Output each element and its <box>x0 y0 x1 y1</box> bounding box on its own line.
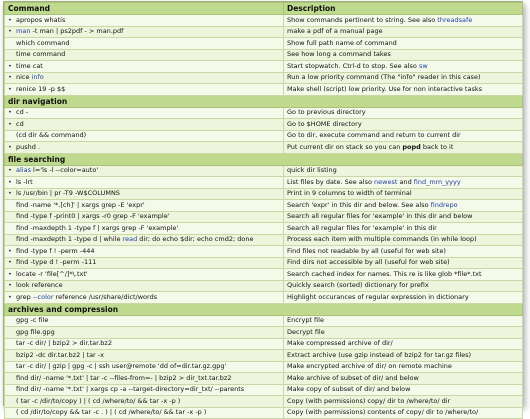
description-cell <box>284 280 523 292</box>
command-cell <box>5 49 284 61</box>
description-cell <box>284 350 523 362</box>
command-cell <box>5 384 284 396</box>
header-description: Description <box>284 3 523 15</box>
section-title: archives and compression <box>5 303 523 315</box>
table-row <box>5 211 523 223</box>
table-row <box>5 119 523 131</box>
command-text: find -type f -print0 | xargs -r0 grep -F 'example' <box>16 212 170 221</box>
description-text: Copy (with permissions) copy/ dir to /where/to/ dir <box>287 396 451 405</box>
bullet-icon: • <box>8 281 12 290</box>
description-cell <box>284 384 523 396</box>
table-row <box>5 315 523 327</box>
table-row <box>5 188 523 200</box>
description-cell <box>284 338 523 350</box>
description-cell <box>284 396 523 408</box>
command-cell <box>5 119 284 131</box>
section-title: file searching <box>5 153 523 165</box>
command-cell <box>5 338 284 350</box>
description-text: Go to previous directory <box>287 108 366 117</box>
section-header <box>5 153 523 165</box>
description-text: Make shell (script) low priority. Use for non interactive tasks <box>287 84 482 93</box>
command-cell <box>5 200 284 212</box>
table-row <box>5 177 523 189</box>
description-text: Make encrypted archive of dir/ on remote machine <box>287 362 452 371</box>
command-text: locate -r 'file[^/]*\.txt' <box>16 269 88 278</box>
description-text: Quickly search (sorted) dictionary for prefix <box>287 281 429 290</box>
command-cell <box>5 361 284 373</box>
table-row <box>5 350 523 362</box>
bullet-icon: • <box>8 73 12 82</box>
bullet-icon: • <box>8 119 12 128</box>
table-row <box>5 130 523 142</box>
command-text: tar -c dir/ | gzip | gpg -c | ssh user@remote 'dd of=dir.tar.gz.gpg' <box>16 362 227 371</box>
command-cell <box>5 130 284 142</box>
description-text: Copy (with permissions) contents of copy/ dir to /where/to/ <box>287 408 479 417</box>
description-text: Search all regular files for 'example' in this dir and below <box>287 212 473 221</box>
command-text: look reference <box>16 281 63 290</box>
description-text: Put current dir on stack so you can <box>287 142 403 151</box>
table-row <box>5 26 523 38</box>
command-text: -t man | ps2pdf - > man.pdf <box>30 27 124 36</box>
table-row <box>5 223 523 235</box>
command-cell <box>5 165 284 177</box>
description-link[interactable]: find_mm_yyyy <box>413 177 461 186</box>
description-text: Go to dir, execute command and return to current dir <box>287 131 461 140</box>
command-cell <box>5 142 284 154</box>
command-table <box>4 2 523 419</box>
command-text: time command <box>16 50 66 59</box>
command-text: grep <box>16 292 33 301</box>
description-cell <box>284 72 523 84</box>
table-row <box>5 257 523 269</box>
command-cell <box>5 84 284 96</box>
description-cell <box>284 26 523 38</box>
table-row <box>5 280 523 292</box>
description-cell <box>284 292 523 304</box>
description-cell <box>284 142 523 154</box>
command-text: find -maxdepth 1 -type f | xargs grep -F 'example' <box>16 223 179 232</box>
description-text: Go to $HOME directory <box>287 119 362 128</box>
description-cell <box>284 211 523 223</box>
command-text: time cat <box>16 61 43 70</box>
command-text: renice 19 -p $$ <box>16 84 66 93</box>
table-header <box>5 3 523 15</box>
bullet-icon: • <box>8 84 12 93</box>
table-row <box>5 107 523 119</box>
table-row <box>5 200 523 212</box>
description-cell <box>284 327 523 339</box>
command-text: bzip2 -dc dir.tar.bz2 | tar -x <box>16 350 104 359</box>
description-cell <box>284 315 523 327</box>
description-text: Search cached index for names. This re is like glob *file*.txt <box>287 269 482 278</box>
command-text: tar -c dir/ | bzip2 > dir.tar.bz2 <box>16 339 112 348</box>
command-text: gpg -c file <box>16 316 49 325</box>
description-text: Make compressed archive of dir/ <box>287 339 393 348</box>
description-text: Highlight occurances of regular expression in dictionary <box>287 292 469 301</box>
table-row <box>5 234 523 246</box>
command-text: find -type d ! -perm -111 <box>16 258 97 267</box>
section-title: dir navigation <box>5 95 523 107</box>
command-cell <box>5 38 284 50</box>
table-row <box>5 15 523 27</box>
description-text: back to it <box>420 142 454 151</box>
description-cell <box>284 246 523 258</box>
command-cell <box>5 211 284 223</box>
description-cell <box>284 269 523 281</box>
command-text: find -maxdepth 1 -type d | while <box>16 235 123 244</box>
description-text: Find files not readable by all (useful for web site) <box>287 246 446 255</box>
description-link[interactable]: sw <box>418 61 428 70</box>
description-text: Search all regular files for 'example' in this dir <box>287 223 437 232</box>
command-cell <box>5 15 284 27</box>
bullet-icon: • <box>8 177 12 186</box>
description-text: Find dirs not accessible by all (useful for web site) <box>287 258 450 267</box>
command-cell <box>5 407 284 419</box>
table-row <box>5 49 523 61</box>
command-cell <box>5 26 284 38</box>
description-cell <box>284 257 523 269</box>
bullet-icon: • <box>8 246 12 255</box>
description-cell <box>284 188 523 200</box>
description-text: See how long a command takes <box>287 50 391 59</box>
description-emphasis: popd <box>402 142 421 151</box>
command-text: pushd . <box>16 142 41 151</box>
command-text: reference /usr/share/dict/words <box>53 292 158 301</box>
bullet-icon: • <box>8 108 12 117</box>
description-cell <box>284 234 523 246</box>
command-text: cd - <box>16 108 29 117</box>
command-cell <box>5 246 284 258</box>
table-row <box>5 384 523 396</box>
description-text: Print in 9 columns to width of terminal <box>287 189 412 198</box>
bullet-icon: • <box>8 258 12 267</box>
table-row <box>5 142 523 154</box>
description-text: Make archive of subset of dir/ and below <box>287 373 419 382</box>
description-text: List files by date. See also <box>287 177 375 186</box>
command-link[interactable]: info <box>31 73 44 82</box>
bullet-icon: • <box>8 269 12 278</box>
table-row <box>5 61 523 73</box>
command-text: find -type f ! -perm -444 <box>16 246 95 255</box>
description-cell <box>284 165 523 177</box>
command-text: which command <box>16 38 70 47</box>
command-text: l='ls -l --color=auto' <box>30 166 99 175</box>
bullet-icon: • <box>8 61 12 70</box>
description-cell <box>284 119 523 131</box>
description-text: Show full path name of command <box>287 38 397 47</box>
description-cell <box>284 373 523 385</box>
command-cell <box>5 61 284 73</box>
description-cell <box>284 223 523 235</box>
table-row <box>5 327 523 339</box>
description-text: Run a low priority command (The "info" reader in this case) <box>287 73 481 82</box>
command-cell <box>5 234 284 246</box>
table-row <box>5 407 523 419</box>
description-cell <box>284 15 523 27</box>
table-row <box>5 269 523 281</box>
table-row <box>5 361 523 373</box>
command-text: find dir/ -name '*.txt' | tar -c --files-from=- | bzip2 > dir_txt.tar.bz2 <box>16 373 232 382</box>
description-text: Show commands pertinent to string. See also <box>287 15 438 24</box>
description-link[interactable]: findrepo <box>430 200 458 209</box>
command-cell <box>5 223 284 235</box>
description-cell <box>284 84 523 96</box>
table-row <box>5 165 523 177</box>
command-cell <box>5 315 284 327</box>
description-cell <box>284 200 523 212</box>
command-text: apropos whatis <box>16 15 66 24</box>
command-text: ls -lrt <box>16 177 33 186</box>
command-cell <box>5 107 284 119</box>
command-text: dir; do echo $dir; echo cmd2; done <box>137 235 254 244</box>
description-cell <box>284 177 523 189</box>
command-cell <box>5 327 284 339</box>
table-row <box>5 292 523 304</box>
cheatsheet-window <box>3 1 523 417</box>
command-cell <box>5 292 284 304</box>
bullet-icon: • <box>8 292 12 301</box>
description-cell <box>284 61 523 73</box>
table-row <box>5 396 523 408</box>
table-row <box>5 338 523 350</box>
command-text: find dir/ -name '*.txt' | xargs cp -a --target-directory=dir_txt/ --parents <box>16 385 245 394</box>
command-cell <box>5 188 284 200</box>
bullet-icon: • <box>8 27 12 36</box>
description-cell <box>284 407 523 419</box>
description-cell <box>284 107 523 119</box>
description-text: Search 'expr' in this dir and below. See also <box>287 200 431 209</box>
table-row <box>5 373 523 385</box>
bullet-icon: • <box>8 142 12 151</box>
command-text: nice <box>16 73 32 82</box>
description-text: quick dir listing <box>287 166 337 175</box>
description-cell <box>284 130 523 142</box>
section-header <box>5 303 523 315</box>
description-text: Extract archive (use gzip instead of bzip2 for tar.gz files) <box>287 350 472 359</box>
command-link[interactable]: alias <box>16 166 31 175</box>
command-text: ls /usr/bin | pr -T9 -W$COLUMNS <box>16 189 120 198</box>
section-header <box>5 95 523 107</box>
description-cell <box>284 49 523 61</box>
command-cell <box>5 269 284 281</box>
description-text: make a pdf of a manual page <box>287 27 383 36</box>
description-text: Decrypt file <box>287 327 325 336</box>
description-cell <box>284 361 523 373</box>
description-text: Start stopwatch. Ctrl-d to stop. See also <box>287 61 419 70</box>
command-cell <box>5 373 284 385</box>
command-cell <box>5 257 284 269</box>
bullet-icon: • <box>8 15 12 24</box>
command-cell <box>5 350 284 362</box>
description-link[interactable]: newest <box>374 177 398 186</box>
command-link[interactable]: man <box>16 27 31 36</box>
command-text: find -name '*.[ch]' | xargs grep -E 'expr' <box>16 200 145 209</box>
command-cell <box>5 177 284 189</box>
description-link[interactable]: threadsafe <box>437 15 473 24</box>
description-text: and <box>397 177 414 186</box>
table-row <box>5 72 523 84</box>
command-cell <box>5 396 284 408</box>
command-cell <box>5 280 284 292</box>
command-text: ( tar -c /dir/to/copy ) | ( cd /where/to/ && tar -x -p ) <box>16 396 181 405</box>
table-row <box>5 84 523 96</box>
description-text: Make copy of subset of dir/ and below <box>287 385 411 394</box>
command-text: cd <box>16 119 24 128</box>
description-text: Process each item with multiple commands (in while loop) <box>287 235 477 244</box>
command-text: (cd dir && command) <box>16 131 87 140</box>
command-cell <box>5 72 284 84</box>
command-text: gpg file.gpg <box>16 327 55 336</box>
command-link[interactable]: --color <box>32 292 54 301</box>
header-command: Command <box>5 3 284 15</box>
table-row <box>5 38 523 50</box>
table-row <box>5 246 523 258</box>
bullet-icon: • <box>8 166 12 175</box>
command-text: ( cd /dir/to/copy && tar -c . ) | ( cd /where/to/ && tar -x -p ) <box>16 408 207 417</box>
description-cell <box>284 38 523 50</box>
description-text: Encrypt file <box>287 316 324 325</box>
command-link[interactable]: read <box>122 235 138 244</box>
bullet-icon: • <box>8 189 12 198</box>
